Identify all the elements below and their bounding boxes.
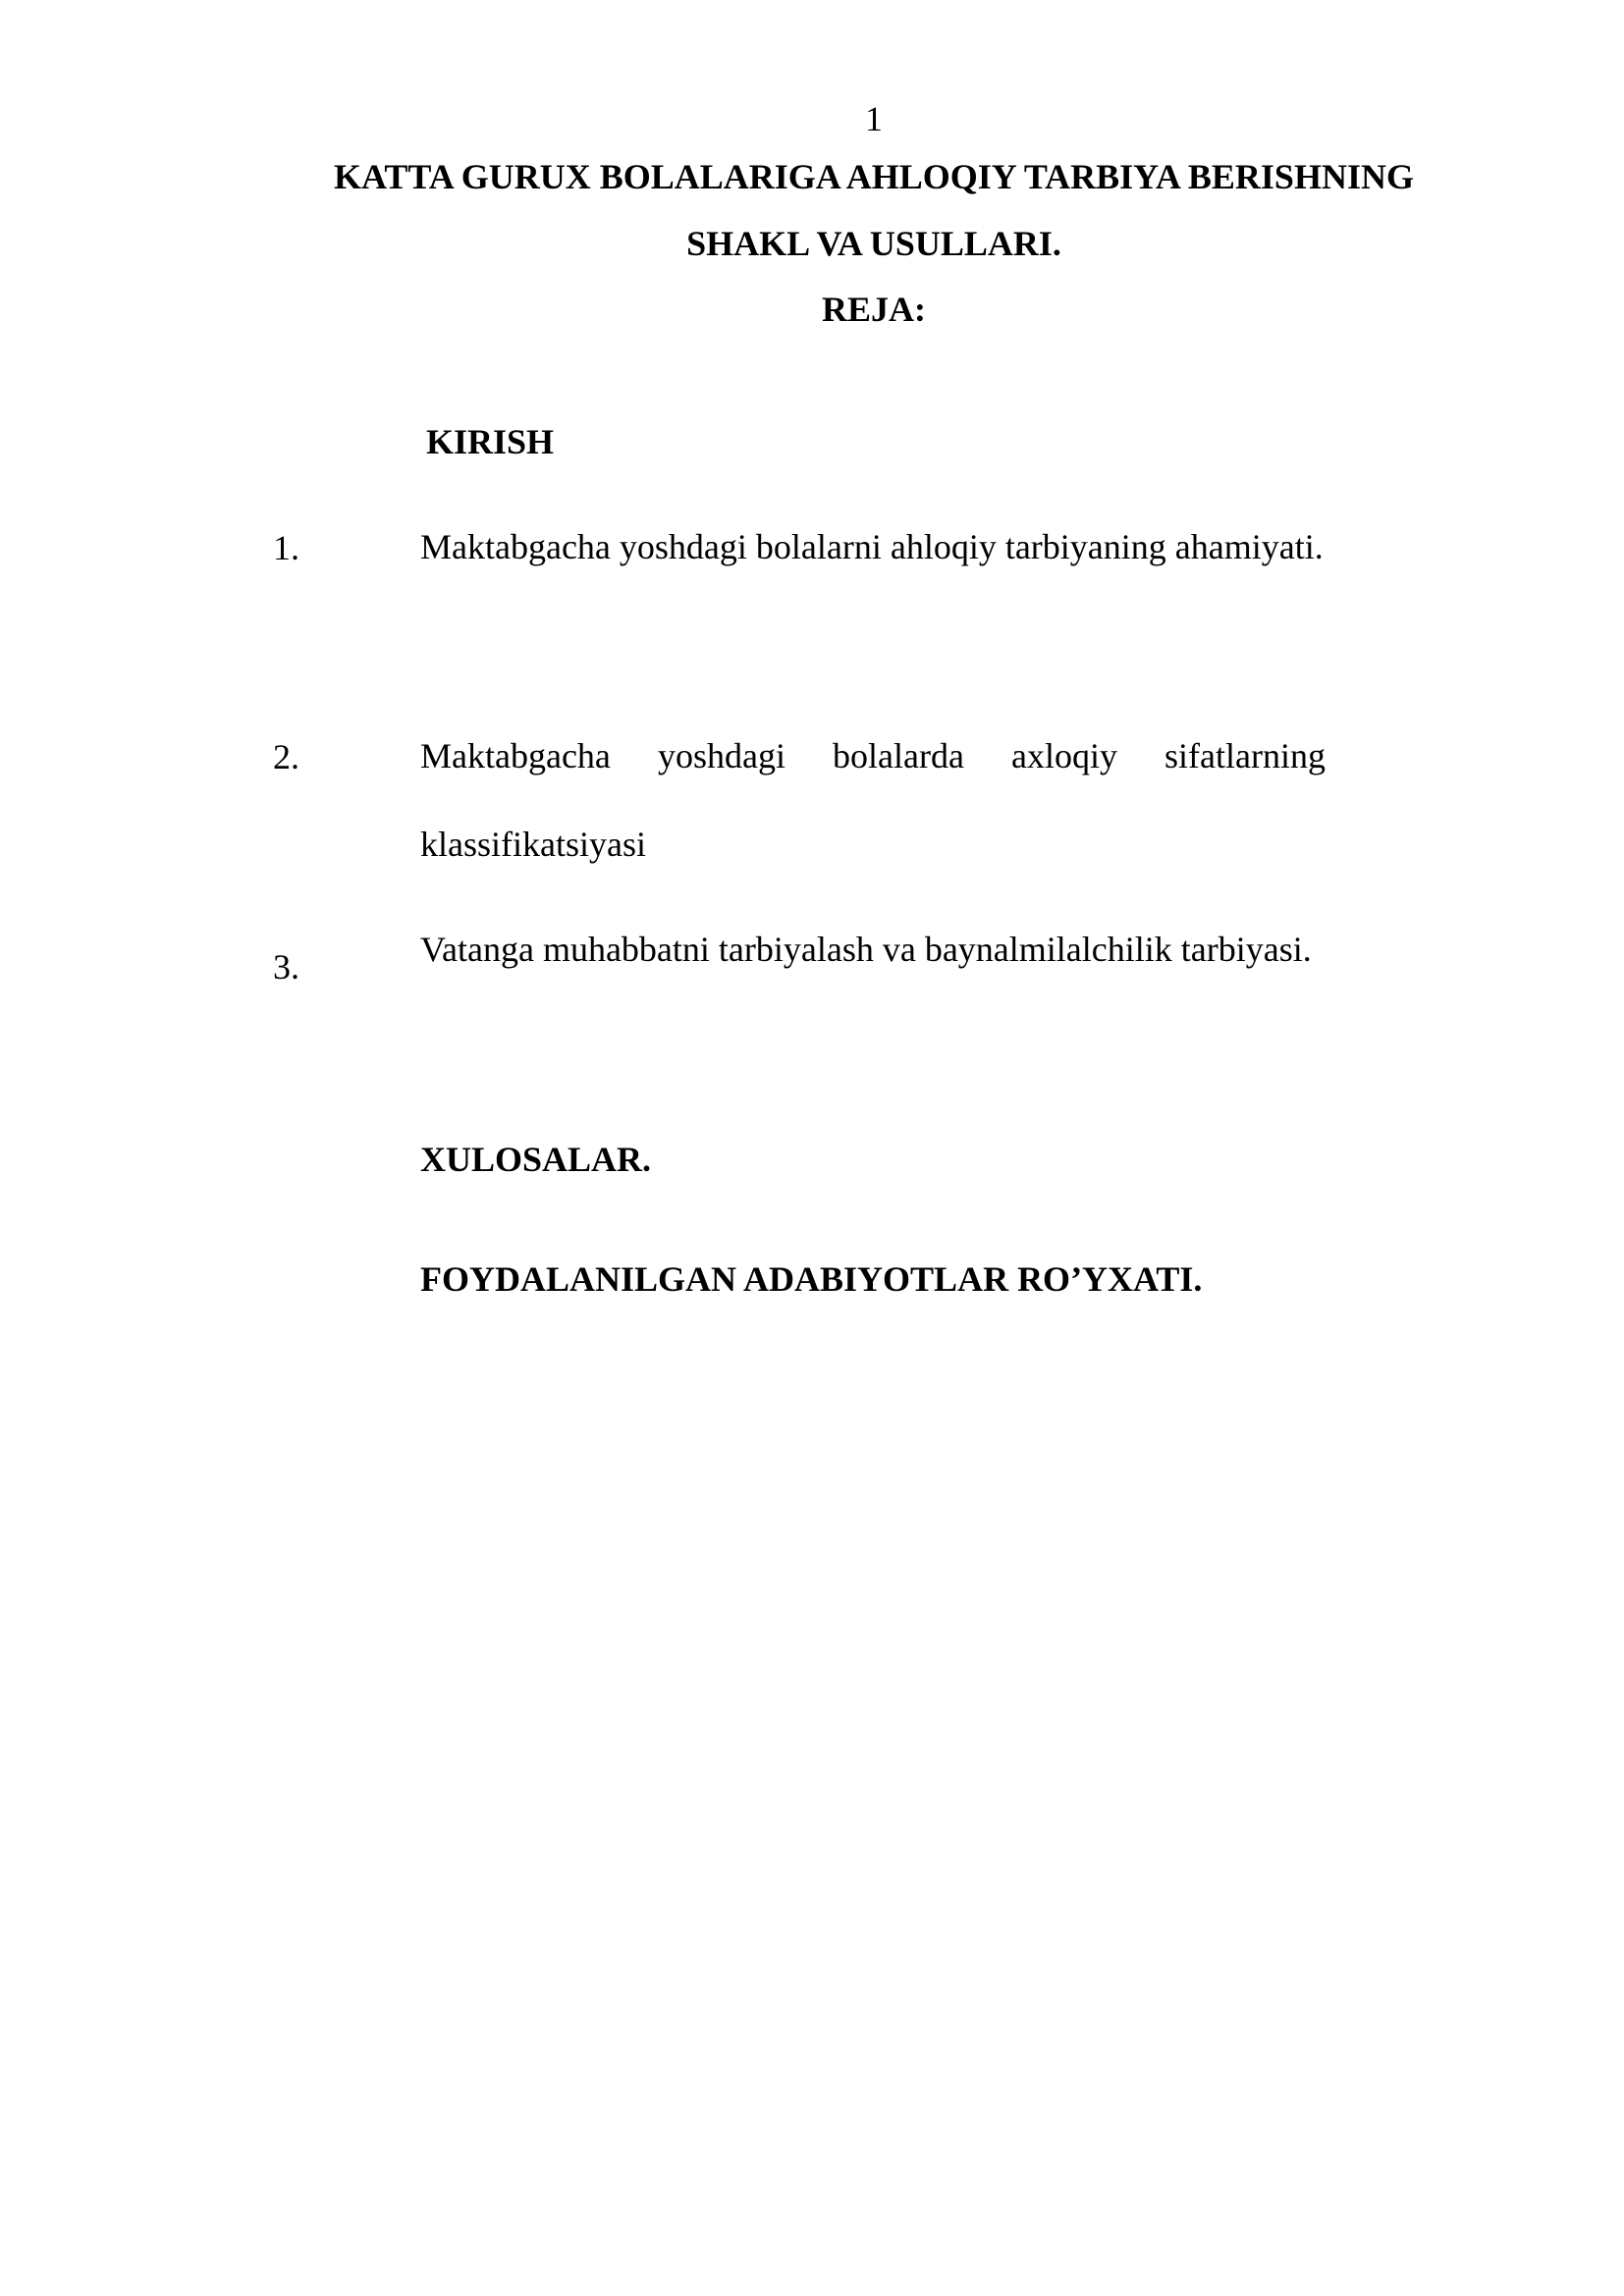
conclusions-heading: XULOSALAR. (420, 1140, 652, 1179)
references-heading: FOYDALANILGAN ADABIYOTLAR RO’YXATI. (420, 1259, 1203, 1299)
plan-heading: REJA: (822, 290, 926, 329)
intro-heading: KIRISH (426, 422, 555, 461)
page-number: 1 (865, 99, 883, 138)
plan-item-number: 1. (273, 528, 299, 567)
document-title-line-1: KATTA GURUX BOLALARIGA AHLOQIY TARBIYA BERISHNING (334, 157, 1414, 196)
plan-item-text: Vatanga muhabbatni tarbiyalash va baynalmilalchilik tarbiyasi. (420, 930, 1312, 969)
document-title-line-2: SHAKL VA USULLARI. (686, 224, 1061, 263)
plan-item-text: Maktabgacha yoshdagi bolalarni ahloqiy tarbiyaning ahamiyati. (420, 527, 1324, 566)
plan-item-number: 3. (273, 947, 299, 987)
plan-item-text: Maktabgacha yoshdagi bolalarda axloqiy sifatlarning klassifikatsiyasi (420, 736, 1326, 864)
plan-item-number: 2. (273, 737, 299, 776)
